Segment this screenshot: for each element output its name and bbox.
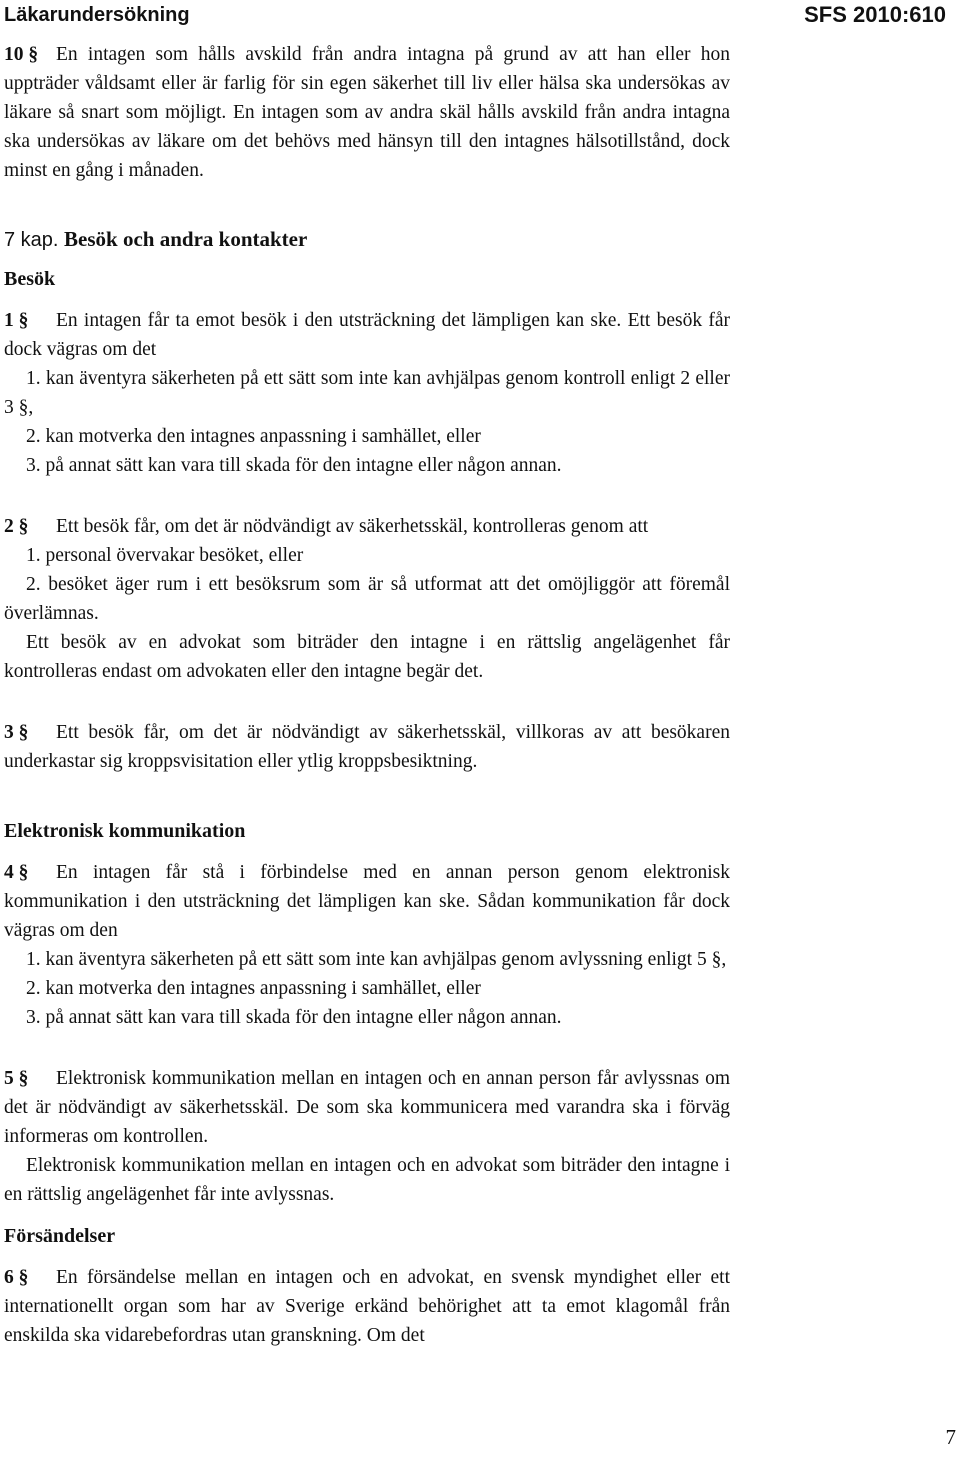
section-6-text: En försändelse mellan en intagen och en advokat, en svensk myndighet eller ett internationellt organ som har av Sverige erkänd behörighet att ta emot klagomål från enskilda ska vidarebefordras utan granskning. Om det bbox=[4, 1267, 730, 1346]
section-4-number: 4 § bbox=[4, 862, 29, 883]
spacer bbox=[4, 1209, 730, 1221]
spacer bbox=[4, 480, 730, 512]
section-5-paragraph bbox=[4, 1064, 730, 1151]
subheading-elektronisk-kommunikation: Elektronisk kommunikation bbox=[4, 820, 246, 842]
spacer bbox=[4, 1032, 730, 1064]
spacer bbox=[4, 185, 730, 225]
spacer bbox=[4, 1251, 730, 1263]
section-5-number: 5 § bbox=[4, 1068, 29, 1089]
running-header-sfs-number: SFS 2010:610 bbox=[804, 2, 946, 27]
page-number: 7 bbox=[945, 1425, 956, 1449]
running-header-title: Läkarundersökning bbox=[4, 4, 190, 26]
section-2-number: 2 § bbox=[4, 516, 29, 537]
section-6-paragraph bbox=[4, 1263, 730, 1350]
subheading-besok: Besök bbox=[4, 268, 56, 290]
spacer bbox=[4, 686, 730, 718]
section-4-item-3: 3. på annat sätt kan vara till skada för den intagne eller någon annan. bbox=[26, 1007, 562, 1028]
section-10-paragraph bbox=[4, 40, 730, 185]
section-5-second-paragraph: Elektronisk kommunikation mellan en intagen och en advokat som biträder den intagne i en rättslig angelägenhet får inte avlyssnas. bbox=[4, 1155, 730, 1205]
subheading-forsandelser: Försändelser bbox=[4, 1225, 116, 1247]
section-1-number: 1 § bbox=[4, 310, 29, 331]
section-4-intro: En intagen får stå i förbindelse med en annan person genom elektronisk kommunikation i den utsträckning det lämpligen kan ske. Sådan kommunikation får dock vägras om den bbox=[4, 862, 730, 941]
section-4-item-2: 2. kan motverka den intagnes anpassning i samhället, eller bbox=[26, 978, 481, 999]
section-2-paragraph bbox=[4, 512, 730, 541]
section-1-intro: En intagen får ta emot besök i den utsträckning det lämpligen kan ske. Ett besök får dock vägras om det bbox=[4, 310, 730, 360]
spacer bbox=[4, 846, 730, 858]
section-1-paragraph bbox=[4, 306, 730, 364]
section-10-text: En intagen som hålls avskild från andra intagna på grund av att han eller hon uppträder våldsamt eller är farlig för sin egen säkerhet till liv eller hälsa ska undersökas av läkare så snart som möjligt. En intagen som av andra skäl hålls avskild från andra intagna ska undersökas av läkare om det behövs med hänsyn till den intagnes hälsotillstånd, dock minst en gång i månaden. bbox=[4, 44, 730, 181]
section-4-item-1: 1. kan äventyra säkerheten på ett sätt som inte kan avhjälpas genom avlyssning enligt 5 §, bbox=[26, 949, 727, 970]
spacer bbox=[4, 254, 730, 264]
spacer bbox=[4, 294, 730, 306]
section-1-item-1: 1. kan äventyra säkerheten på ett sätt som inte kan avhjälpas genom kontroll enligt 2 eller 3 §, bbox=[4, 368, 730, 418]
spacer bbox=[4, 776, 730, 816]
section-1-item-3: 3. på annat sätt kan vara till skada för den intagne eller någon annan. bbox=[26, 455, 562, 476]
section-5-text: Elektronisk kommunikation mellan en intagen och en annan person får avlyssnas om det är nödvändigt av säkerhetsskäl. De som ska kommunicera med varandra ska i förväg informeras om kontrollen. bbox=[4, 1068, 730, 1147]
section-2-second-paragraph: Ett besök av en advokat som biträder den intagne i en rättslig angelägenhet får kontrolleras endast om advokaten eller den intagne begär det. bbox=[4, 632, 730, 682]
section-2-intro: Ett besök får, om det är nödvändigt av säkerhetsskäl, kontrolleras genom att bbox=[56, 516, 649, 537]
section-3-paragraph bbox=[4, 718, 730, 776]
section-2-item-2: 2. besöket äger rum i ett besöksrum som är så utformat att det omöjliggör att föremål överlämnas. bbox=[4, 574, 730, 624]
document-body bbox=[4, 40, 730, 1350]
chapter-title: Besök och andra kontakter bbox=[64, 227, 308, 251]
section-6-number: 6 § bbox=[4, 1267, 29, 1288]
section-4-paragraph bbox=[4, 858, 730, 945]
section-3-number: 3 § bbox=[4, 722, 29, 743]
chapter-heading bbox=[4, 225, 730, 254]
section-3-text: Ett besök får, om det är nödvändigt av säkerhetsskäl, villkoras av att besökaren underkastar sig kroppsvisitation eller ytlig kroppsbesiktning. bbox=[4, 722, 730, 772]
section-1-item-2: 2. kan motverka den intagnes anpassning i samhället, eller bbox=[26, 426, 481, 447]
section-2-item-1: 1. personal övervakar besöket, eller bbox=[26, 545, 304, 566]
section-10-number: 10 § bbox=[4, 44, 39, 65]
chapter-number: 7 kap. bbox=[4, 229, 59, 251]
